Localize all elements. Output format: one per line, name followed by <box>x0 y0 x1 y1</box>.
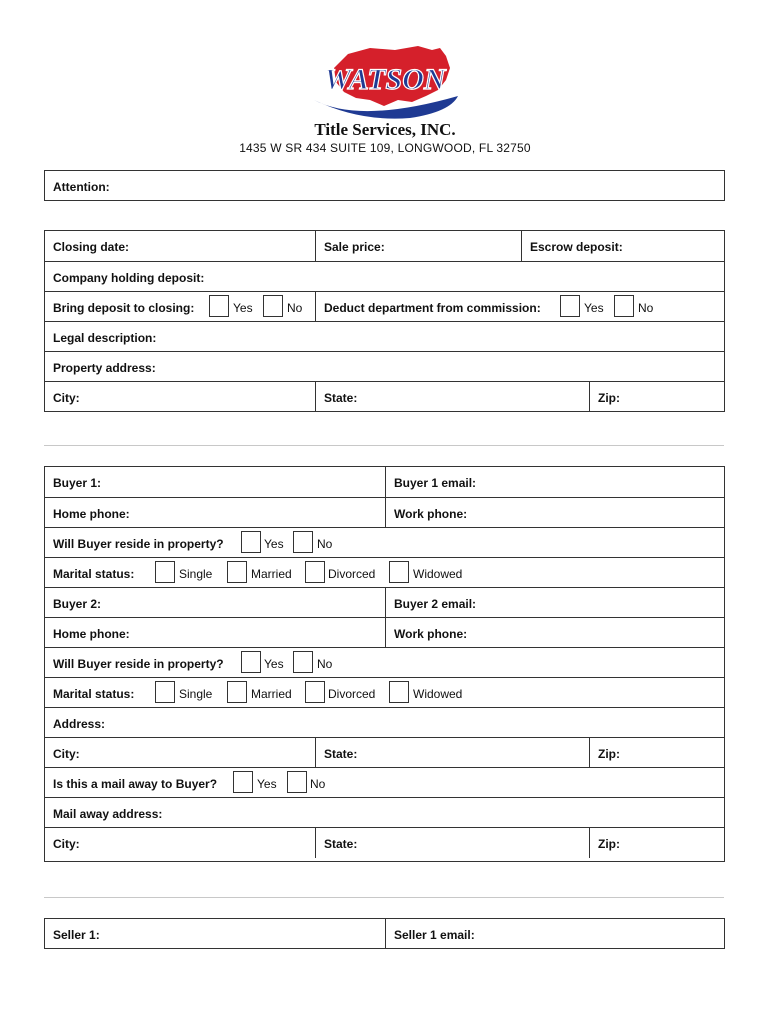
seller1-row <box>45 919 724 949</box>
buyer2-email-label: Buyer 2 email: <box>394 597 477 611</box>
divider-2 <box>44 897 724 898</box>
buyer-section <box>44 466 725 862</box>
mail-away-label: Is this a mail away to Buyer? <box>53 777 218 791</box>
bring-deposit-label: Bring deposit to closing: <box>53 301 195 315</box>
mail-away-state-label: State: <box>324 837 358 851</box>
closing-row-4[interactable] <box>45 321 724 352</box>
closing-section <box>44 230 725 412</box>
state-label: State: <box>324 391 358 405</box>
attention-label: Attention: <box>53 180 110 194</box>
buyer1-reside-no-checkbox[interactable] <box>293 531 313 553</box>
buyer1-marital-label: Marital status: <box>53 567 135 581</box>
buyer2-label: Buyer 2: <box>53 597 102 611</box>
buyer1-work-phone-cell[interactable] <box>385 498 724 528</box>
buyer2-marital-row <box>45 677 724 708</box>
city-label: City: <box>53 391 80 405</box>
company-address: 1435 W SR 434 SUITE 109, LONGWOOD, FL 32750 <box>239 141 531 155</box>
buyer2-phone-row <box>45 617 724 648</box>
seller1-label: Seller 1: <box>53 928 100 942</box>
buyer1-reside-no-label: No <box>317 537 333 551</box>
mail-away-yes-label: Yes <box>257 777 277 791</box>
buyer2-work-phone-label: Work phone: <box>394 627 468 641</box>
buyer-zip-label: Zip: <box>598 747 620 761</box>
buyer-state-label: State: <box>324 747 358 761</box>
mail-away-yes-checkbox[interactable] <box>233 771 253 793</box>
buyer1-phone-row <box>45 497 724 528</box>
buyer-city-label: City: <box>53 747 80 761</box>
buyer1-label: Buyer 1: <box>53 476 102 490</box>
divider-1 <box>44 445 724 446</box>
buyer1-single-label: Single <box>179 567 213 581</box>
sale-price-label: Sale price: <box>324 240 385 254</box>
company-holding-label: Company holding deposit: <box>53 271 205 285</box>
bring-deposit-no-label: No <box>287 301 303 315</box>
watson-logo <box>300 42 470 122</box>
escrow-deposit-cell[interactable] <box>521 231 724 261</box>
buyer-zip-cell[interactable] <box>589 738 724 768</box>
escrow-deposit-label: Escrow deposit: <box>530 240 623 254</box>
buyer2-widowed-label: Widowed <box>413 687 463 701</box>
buyer1-married-label: Married <box>251 567 292 581</box>
buyer2-reside-yes-checkbox[interactable] <box>241 651 261 673</box>
zip-label: Zip: <box>598 391 620 405</box>
deduct-dept-no-checkbox[interactable] <box>614 295 634 317</box>
buyer2-married-label: Married <box>251 687 292 701</box>
bring-deposit-no-checkbox[interactable] <box>263 295 283 317</box>
buyer2-reside-yes-label: Yes <box>264 657 284 671</box>
legal-description-label: Legal description: <box>53 331 157 345</box>
buyer2-work-phone-cell[interactable] <box>385 618 724 648</box>
buyer2-divorced-label: Divorced <box>328 687 376 701</box>
deduct-dept-yes-label: Yes <box>584 301 604 315</box>
buyer2-email-cell[interactable] <box>385 588 724 618</box>
buyer-city-row <box>45 737 724 768</box>
mail-away-no-checkbox[interactable] <box>287 771 307 793</box>
buyer1-reside-row <box>45 527 724 558</box>
buyer1-email-label: Buyer 1 email: <box>394 476 477 490</box>
zip-cell[interactable] <box>589 382 724 412</box>
buyer2-reside-label: Will Buyer reside in property? <box>53 657 224 671</box>
seller1-email-cell[interactable] <box>385 919 724 949</box>
deduct-dept-yes-checkbox[interactable] <box>560 295 580 317</box>
mail-away-zip-label: Zip: <box>598 837 620 851</box>
seller1-email-label: Seller 1 email: <box>394 928 475 942</box>
buyer1-row <box>45 467 724 497</box>
logo-text: WATSON <box>324 63 446 96</box>
bring-deposit-yes-checkbox[interactable] <box>209 295 229 317</box>
buyer2-marital-label: Marital status: <box>53 687 135 701</box>
mail-away-zip-cell[interactable] <box>589 828 724 858</box>
buyer2-married-checkbox[interactable] <box>227 681 247 703</box>
mail-away-city-row <box>45 827 724 858</box>
buyer2-reside-no-label: No <box>317 657 333 671</box>
buyer1-widowed-checkbox[interactable] <box>389 561 409 583</box>
mail-away-address-label: Mail away address: <box>53 807 163 821</box>
buyer1-email-cell[interactable] <box>385 467 724 497</box>
attention-row[interactable] <box>45 171 724 201</box>
bring-deposit-yes-label: Yes <box>233 301 253 315</box>
buyer2-home-phone-label: Home phone: <box>53 627 130 641</box>
buyer2-single-checkbox[interactable] <box>155 681 175 703</box>
buyer1-widowed-label: Widowed <box>413 567 463 581</box>
buyer2-row <box>45 587 724 618</box>
closing-row-1 <box>45 231 724 261</box>
buyer1-reside-label: Will Buyer reside in property? <box>53 537 224 551</box>
mail-away-row <box>45 767 724 798</box>
buyer1-reside-yes-label: Yes <box>264 537 284 551</box>
company-title: Title Services, INC. <box>314 120 456 139</box>
buyer2-reside-row <box>45 647 724 678</box>
buyer1-home-phone-label: Home phone: <box>53 507 130 521</box>
mail-away-city-label: City: <box>53 837 80 851</box>
closing-row-2[interactable] <box>45 261 724 292</box>
deduct-dept-no-label: No <box>638 301 654 315</box>
seller-section <box>44 918 725 949</box>
deduct-dept-cell <box>315 292 724 322</box>
closing-row-5[interactable] <box>45 351 724 382</box>
buyer1-divorced-label: Divorced <box>328 567 376 581</box>
buyer1-single-checkbox[interactable] <box>155 561 175 583</box>
buyer1-reside-yes-checkbox[interactable] <box>241 531 261 553</box>
buyer1-marital-row <box>45 557 724 588</box>
buyer2-reside-no-checkbox[interactable] <box>293 651 313 673</box>
buyer1-divorced-checkbox[interactable] <box>305 561 325 583</box>
closing-row-6 <box>45 381 724 412</box>
buyer2-divorced-checkbox[interactable] <box>305 681 325 703</box>
buyer-address-row[interactable] <box>45 707 724 738</box>
closing-row-3 <box>45 291 724 322</box>
closing-date-label: Closing date: <box>53 240 130 254</box>
buyer1-married-checkbox[interactable] <box>227 561 247 583</box>
mail-away-address-row[interactable] <box>45 797 724 828</box>
buyer2-single-label: Single <box>179 687 213 701</box>
buyer-address-label: Address: <box>53 717 106 731</box>
mail-away-no-label: No <box>310 777 326 791</box>
deduct-dept-label: Deduct department from commission: <box>324 301 541 315</box>
attention-box <box>44 170 725 201</box>
buyer2-widowed-checkbox[interactable] <box>389 681 409 703</box>
buyer1-work-phone-label: Work phone: <box>394 507 468 521</box>
property-address-label: Property address: <box>53 361 156 375</box>
